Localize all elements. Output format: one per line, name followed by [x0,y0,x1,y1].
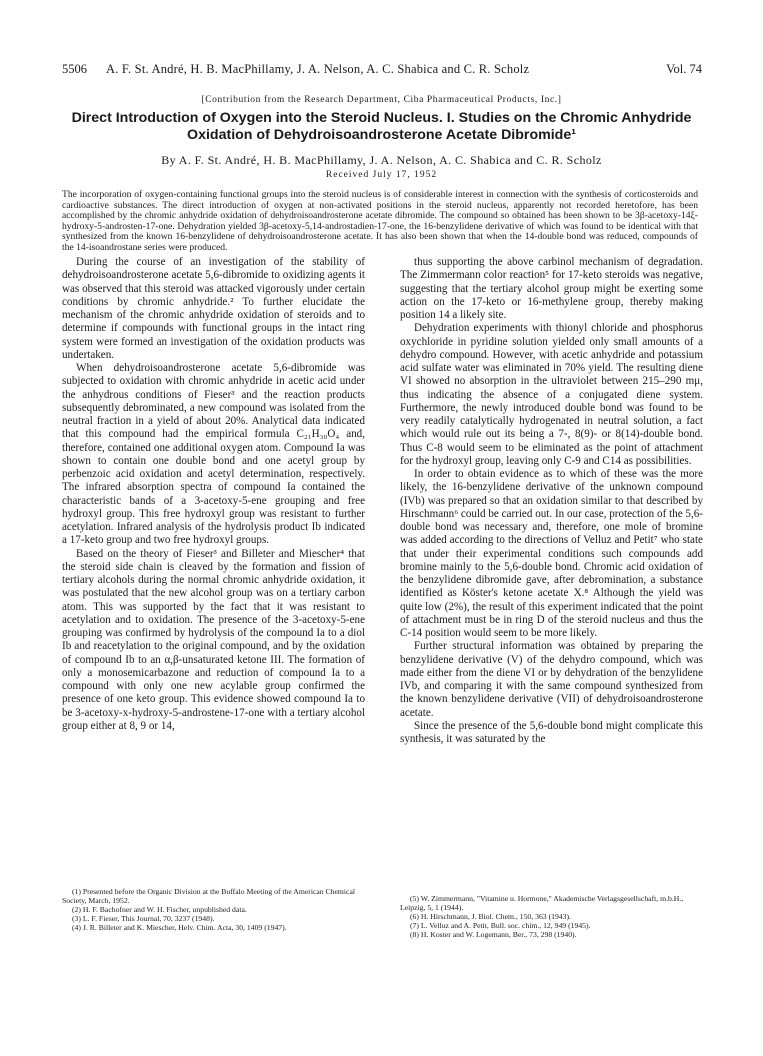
footnote: (8) H. Koster and W. Logemann, Ber., 73, 298 (1940). [410,930,577,940]
footnotes-right [400,894,703,939]
footnote: (7) L. Velluz and A. Petit, Bull. soc. chim., 12, 949 (1945). [410,921,591,931]
paragraph: In order to obtain evidence as to which of these was the more likely, the 16-benzylidene derivative of the unknown compound (IVb) was prepared so that an oxidation similar to that described by Hirschmann⁶ could be carried out. In our case, protection of the 5,6-double bond was necessary and, therefore, one mole of bromine was added according to the directions of Velluz and Petit⁷ who state that under their experimental conditions such compounds add bromine mainly to the 5,6-double bond. Chromic acid oxidation of the benzylidene dibromide gave, after debromination, a substance identified as Köster's ketone acetate X.⁸ Although the yield was quite low (2%), the result of this experiment indicated that the point of attachment must be in ring D of the steroid nucleus and thus the C-14 position would seem to be more likely. [400,468,703,639]
contribution-line: [Contribution from the Research Department, Ciba Pharmaceutical Products, Inc.] [201,95,562,105]
footnote: (6) H. Hirschmann, J. Biol. Chem., 150, 363 (1943). [410,912,571,922]
paragraph: Dehydration experiments with thionyl chloride and phosphorus oxychloride in pyridine solution yielded only small amounts of a dehydro compound. However, with acetic anhydride and potassium acid sulfate water was eliminated in 70% yield. The resulting diene VI showed no absorption in the ultraviolet between 215–290 mμ, thus indicating the absence of a conjugated diene system. Furthermore, the newly introduced double bond was found to be very readily catalytically hydrogenated in neutral solution, a fact which would rule out its being a 7-, 8(9)- or 8(14)-double bond. Thus C-8 would seem to be eliminated as the point of attachment for the hydroxyl group, leaving only C-9 and C14 as possibilities. [400,322,703,467]
footnote: (1) Presented before the Organic Division at the Buffalo Meeting of the American Chemical Society, March, 1952. [62,887,355,906]
paragraph: When dehydroisoandrosterone acetate 5,6-dibromide was subjected to oxidation with chromic anhydride in acetic acid under the anhydrous conditions of Fieser³ and the reaction products subsequently debrominated, a new compound was isolated from the neutral fraction in a yield of about 20%. Analytical data indicated that this compound had the empirical formula C₂₁H₃₀O₄ and, therefore, contained one additional oxygen atom. Compound Ia was shown to contain one double bond and one acetyl group by perbenzoic acid oxidation and acetyl determination, respectively. The infrared absorption spectra of compound Ia contained the characteristic bands of a 3-acetoxy-5-ene grouping and free hydroxyl group. This free hydroxyl group was resistant to further acetylation. Infrared analysis of the hydrolysis product Ib indicated a 17-keto group and two free hydroxyl groups. [62,362,365,547]
page-number: 5506 [62,62,87,76]
running-header [62,62,702,78]
paragraph: Based on the theory of Fieser³ and Billeter and Miescher⁴ that the steroid side chain is cleaved by the formation and fission of tertiary alcohols during the normal chromic anhydride oxidation, it was postulated that the new alcohol group was on a tertiary carbon atom. This was supported by the fact that it was resistant to acetylation and to oxidation. The presence of the 3-acetoxy-5-ene grouping was confirmed by hydrolysis of the compound Ia to a diol Ib and reacetylation to the original compound, and by the oxidation of compound Ib to an α,β-unsaturated ketone III. The formation of only a monosemicarbazone and reduction of compound Ia to a compound with only one new acylable group confirmed the presence of one keto group. This evidence showed compound Ia to be 3-acetoxy-x-hydroxy-5-androstene-17-one with a tertiary alcohol group either at 8, 9 or 14, [62,547,365,732]
byline: By A. F. St. André, H. B. MacPhillamy, J. A. Nelson, A. C. Shabica and C. R. Scholz [161,153,602,167]
paragraph: thus supporting the above carbinol mechanism of degradation. The Zimmermann color reaction⁵ for 17-keto steroids was negative, suggesting that the tertiary alcohol group might be exerting some action on the 17-keto or 16-methylene group, thereby making position 14 a likely site. [400,256,703,321]
volume-label: Vol. 74 [666,62,702,76]
right-column [400,256,703,986]
footnotes-left [62,887,365,932]
footnote: (2) H. F. Bachofner and W. H. Fischer, unpublished data. [72,905,247,915]
paragraph: During the course of an investigation of the stability of dehydroisoandrosterone acetate 5,6-dibromide to oxidizing agents it was observed that this steroid was attacked vigorously under certain conditions by chromic anhydride.² To further elucidate the mechanism of the chromic anhydride oxidation of steroids and to determine if compounds with functional groups in the intact ring system were formed an investigation of the oxidation products was undertaken. [62,256,365,361]
footnote: (5) W. Zimmermann, "Vitamine u. Hormone," Akademische Verlagsgesellschaft, m.b.H., Leipzig, 5, 1 (1944). [400,894,684,913]
received-date: Received July 17, 1952 [325,170,438,180]
left-column [62,256,365,986]
footnote: (4) J. R. Billeter and K. Miescher, Helv. Chim. Acta, 30, 1409 (1947). [72,923,287,933]
running-authors: A. F. St. André, H. B. MacPhillamy, J. A. Nelson, A. C. Shabica and C. R. Scholz [106,62,530,76]
paragraph: Since the presence of the 5,6-double bond might complicate this synthesis, it was saturated by the [400,719,703,745]
abstract: The incorporation of oxygen-containing functional groups into the steroid nucleus is of considerable interest in connection with the synthesis of corticosteroids and cardioactive substances. The direct introduction of oxygen at non-activated positions in the steroid nucleus, apparently not recorded heretofore, has been accomplished by the chromic anhydride oxidation of dehydroisoandrosterone acetate dibromide. The compound so obtained has been shown to be 3β-acetoxy-14ξ-hydroxy-5-androsten-17-one. Dehydration yielded 3β-acetoxy-5,14-androstadien-17-one, the 16-benzylidene derivative of which was found to be identical with that synthesized from the known 16-benzylidene of dehydroisoandrosterone acetate. It has also been shown that when the 14-double bond was reduced, compounds of the 14-isoandrostane series were produced. [62,189,698,253]
paragraph: Further structural information was obtained by preparing the benzylidene derivative (V) of the dehydro compound, which was made either from the diene VI or by dehydration of the benzylidene IVb, and comparing it with the same compound synthesized from the known benzylidene derivative (VII) of dehydroisoandrosterone acetate. [400,640,703,719]
footnote: (3) L. F. Fieser, This Journal, 70, 3237 (1948). [72,914,215,924]
article-title: Direct Introduction of Oxygen into the Steroid Nucleus. I. Studies on the Chromic Anhydride Oxidation of Dehydroisoandrosterone Acetate Dibromide¹ [71,110,692,143]
